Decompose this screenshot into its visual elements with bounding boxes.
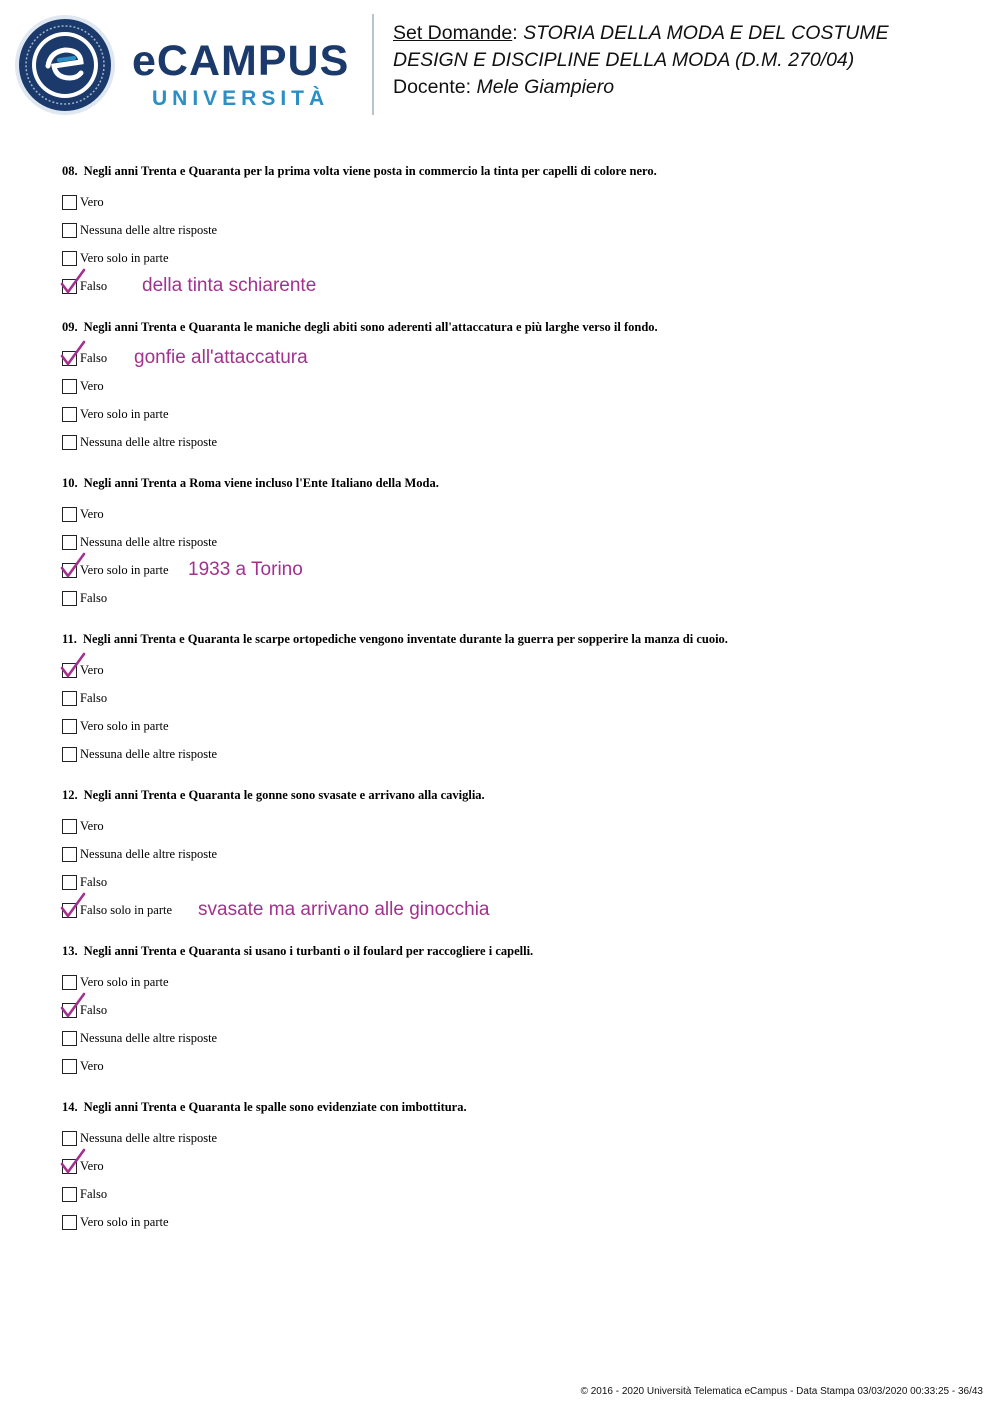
page-header bbox=[0, 0, 1000, 130]
option-label: Vero bbox=[80, 818, 104, 833]
option-label: Vero bbox=[80, 1058, 104, 1073]
checkbox[interactable] bbox=[62, 1215, 77, 1230]
option-label: Vero solo in parte bbox=[80, 974, 169, 989]
checkbox[interactable] bbox=[62, 1131, 77, 1146]
answer-option[interactable] bbox=[62, 400, 962, 428]
question-number: 10. bbox=[62, 476, 78, 490]
answer-option[interactable] bbox=[62, 896, 962, 924]
question-statement: Negli anni Trenta e Quaranta per la prima volta viene posta in commercio la tinta per capelli di colore nero. bbox=[83, 164, 657, 178]
question-number: 14. bbox=[62, 1100, 78, 1114]
question-09 bbox=[62, 318, 962, 456]
teacher-label: Docente: bbox=[393, 76, 472, 98]
checkbox[interactable] bbox=[62, 591, 77, 606]
answer-option[interactable] bbox=[62, 1152, 962, 1180]
option-label: Vero solo in parte bbox=[80, 718, 169, 733]
option-label: Vero solo in parte bbox=[80, 562, 169, 577]
checked-checkbox[interactable] bbox=[62, 351, 77, 366]
option-label: Falso bbox=[80, 350, 108, 365]
checkmark-icon bbox=[60, 892, 86, 920]
answer-option[interactable] bbox=[62, 1052, 962, 1080]
question-text bbox=[62, 942, 962, 960]
checkbox[interactable] bbox=[62, 819, 77, 834]
question-statement: Negli anni Trenta e Quaranta si usano i turbanti o il foulard per raccogliere i capelli. bbox=[83, 944, 534, 958]
answer-option[interactable] bbox=[62, 996, 962, 1024]
option-label: Vero bbox=[80, 662, 104, 677]
answer-option[interactable] bbox=[62, 656, 962, 684]
course-title-line1: STORIA DELLA MODA E DEL COSTUME bbox=[523, 22, 889, 44]
brand-name: eCAMPUS bbox=[132, 37, 350, 85]
question-text bbox=[62, 1098, 962, 1116]
answer-option[interactable] bbox=[62, 968, 962, 996]
checked-checkbox[interactable] bbox=[62, 279, 77, 294]
checkbox[interactable] bbox=[62, 875, 77, 890]
question-12 bbox=[62, 786, 962, 924]
checkbox[interactable] bbox=[62, 719, 77, 734]
answer-option[interactable] bbox=[62, 840, 962, 868]
checked-checkbox[interactable] bbox=[62, 663, 77, 678]
checkbox[interactable] bbox=[62, 1059, 77, 1074]
question-08 bbox=[62, 162, 962, 300]
option-label: Falso bbox=[80, 874, 108, 889]
question-text bbox=[62, 318, 962, 336]
brand-subtitle: UNIVERSITÀ bbox=[152, 87, 330, 110]
question-statement: Negli anni Trenta e Quaranta le spalle sono evidenziate con imbottitura. bbox=[83, 1100, 467, 1114]
option-label: Nessuna delle altre risposte bbox=[80, 1030, 218, 1045]
handwritten-note: gonfie all'attaccatura bbox=[134, 347, 308, 368]
checkbox[interactable] bbox=[62, 1187, 77, 1202]
questions-list bbox=[62, 162, 962, 1254]
checkbox[interactable] bbox=[62, 435, 77, 450]
checkmark-icon bbox=[60, 340, 86, 368]
option-label: Vero solo in parte bbox=[80, 406, 169, 421]
option-label: Nessuna delle altre risposte bbox=[80, 222, 218, 237]
option-label: Falso solo in parte bbox=[80, 902, 173, 917]
teacher-name: Mele Giampiero bbox=[476, 76, 615, 98]
answer-option[interactable] bbox=[62, 372, 962, 400]
option-label: Vero solo in parte bbox=[80, 250, 169, 265]
checkmark-icon bbox=[60, 652, 86, 680]
question-13 bbox=[62, 942, 962, 1080]
option-label: Nessuna delle altre risposte bbox=[80, 746, 218, 761]
answer-option[interactable] bbox=[62, 584, 962, 612]
answer-option[interactable] bbox=[62, 188, 962, 216]
question-statement: Negli anni Trenta e Quaranta le maniche degli abiti sono aderenti all'attaccatura e più larghe verso il fondo. bbox=[83, 320, 658, 334]
question-number: 09. bbox=[62, 320, 78, 334]
question-statement: Negli anni Trenta e Quaranta le scarpe ortopediche vengono inventate durante la guerra per sopperire la manza di cuoio. bbox=[82, 632, 728, 646]
question-text bbox=[62, 162, 962, 180]
checkbox[interactable] bbox=[62, 407, 77, 422]
checkmark-icon bbox=[60, 992, 86, 1020]
checkbox[interactable] bbox=[62, 251, 77, 266]
answer-option[interactable] bbox=[62, 556, 962, 584]
option-label: Falso bbox=[80, 690, 108, 705]
checked-checkbox[interactable] bbox=[62, 1159, 77, 1174]
checkbox[interactable] bbox=[62, 535, 77, 550]
option-label: Falso bbox=[80, 590, 108, 605]
header-divider bbox=[372, 14, 374, 115]
checked-checkbox[interactable] bbox=[62, 1003, 77, 1018]
answer-option[interactable] bbox=[62, 1124, 962, 1152]
set-separator: : bbox=[512, 22, 518, 44]
option-label: Nessuna delle altre risposte bbox=[80, 534, 218, 549]
option-label: Vero solo in parte bbox=[80, 1214, 169, 1229]
answer-option[interactable] bbox=[62, 428, 962, 456]
checkbox[interactable] bbox=[62, 847, 77, 862]
question-14 bbox=[62, 1098, 962, 1236]
answer-option[interactable] bbox=[62, 712, 962, 740]
answer-option[interactable] bbox=[62, 812, 962, 840]
question-number: 13. bbox=[62, 944, 78, 958]
page-footer: © 2016 - 2020 Università Telematica eCampus - Data Stampa 03/03/2020 00:33:25 - 36/43 bbox=[580, 1386, 983, 1397]
option-label: Falso bbox=[80, 1186, 108, 1201]
checkbox[interactable] bbox=[62, 975, 77, 990]
question-10 bbox=[62, 474, 962, 612]
question-number: 11. bbox=[62, 632, 77, 646]
checkmark-icon bbox=[60, 268, 86, 296]
course-info bbox=[393, 20, 993, 101]
answer-option[interactable] bbox=[62, 244, 962, 272]
option-label: Nessuna delle altre risposte bbox=[80, 846, 218, 861]
question-number: 12. bbox=[62, 788, 78, 802]
question-text bbox=[62, 630, 962, 648]
answer-option[interactable] bbox=[62, 1208, 962, 1236]
option-label: Falso bbox=[80, 1002, 108, 1017]
option-label: Vero bbox=[80, 378, 104, 393]
option-label: Nessuna delle altre risposte bbox=[80, 1130, 218, 1145]
answer-option[interactable] bbox=[62, 740, 962, 768]
option-label: Falso bbox=[80, 278, 108, 293]
option-label: Vero bbox=[80, 1158, 104, 1173]
university-seal-logo bbox=[14, 14, 116, 116]
answer-option[interactable] bbox=[62, 1024, 962, 1052]
checkbox[interactable] bbox=[62, 507, 77, 522]
question-text bbox=[62, 786, 962, 804]
handwritten-note: della tinta schiarente bbox=[142, 275, 317, 296]
checkmark-icon bbox=[60, 552, 86, 580]
ecampus-wordmark bbox=[132, 37, 350, 111]
question-statement: Negli anni Trenta a Roma viene incluso l'Ente Italiano della Moda. bbox=[83, 476, 439, 490]
question-statement: Negli anni Trenta e Quaranta le gonne sono svasate e arrivano alla caviglia. bbox=[83, 788, 485, 802]
answer-option[interactable] bbox=[62, 216, 962, 244]
checkbox[interactable] bbox=[62, 195, 77, 210]
option-label: Nessuna delle altre risposte bbox=[80, 434, 218, 449]
answer-option[interactable] bbox=[62, 1180, 962, 1208]
checkbox[interactable] bbox=[62, 379, 77, 394]
checkbox[interactable] bbox=[62, 691, 77, 706]
question-text bbox=[62, 474, 962, 492]
answer-option[interactable] bbox=[62, 684, 962, 712]
answer-option[interactable] bbox=[62, 528, 962, 556]
question-number: 08. bbox=[62, 164, 78, 178]
checked-checkbox[interactable] bbox=[62, 903, 77, 918]
option-label: Vero bbox=[80, 506, 104, 521]
answer-option[interactable] bbox=[62, 500, 962, 528]
option-label: Vero bbox=[80, 194, 104, 209]
handwritten-note: svasate ma arrivano alle ginocchia bbox=[198, 899, 490, 920]
answer-option[interactable] bbox=[62, 344, 962, 372]
checkbox[interactable] bbox=[62, 1031, 77, 1046]
answer-option[interactable] bbox=[62, 868, 962, 896]
handwritten-note: 1933 a Torino bbox=[188, 559, 303, 580]
question-11 bbox=[62, 630, 962, 768]
checkbox[interactable] bbox=[62, 223, 77, 238]
set-label: Set Domande bbox=[393, 22, 513, 44]
course-title-line2: DESIGN E DISCIPLINE DELLA MODA (D.M. 270/04) bbox=[393, 49, 855, 71]
answer-option[interactable] bbox=[62, 272, 962, 300]
checkbox[interactable] bbox=[62, 747, 77, 762]
checked-checkbox[interactable] bbox=[62, 563, 77, 578]
checkmark-icon bbox=[60, 1148, 86, 1176]
